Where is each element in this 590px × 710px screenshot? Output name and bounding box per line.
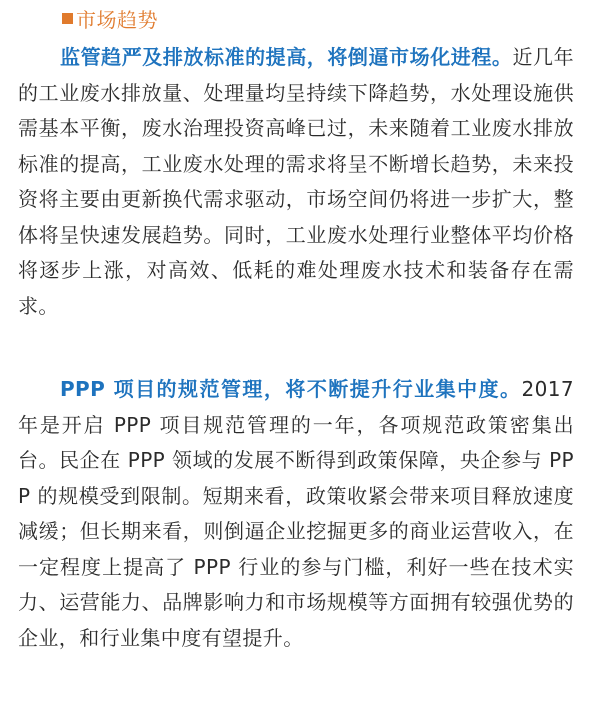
square-bullet-icon [62, 13, 73, 24]
paragraph-ppp [18, 372, 574, 656]
paragraph-regulation [18, 40, 574, 324]
paragraph-lead: 监管趋严及排放标准的提高，将倒逼市场化进程。 [60, 45, 513, 69]
paragraph-lead: PPP 项目的规范管理，将不断提升行业集中度。 [60, 377, 522, 401]
paragraph-body: 近几年的工业废水排放量、处理量均呈持续下降趋势，水处理设施供需基本平衡，废水治理投资高峰已过，未来随着工业废水排放标准的提高，工业废水处理的需求将呈不断增长趋势，未来投资将主要由更新换代需求驱动，市场空间仍将进一步扩大，整体将呈快速发展趋势。同时，工业废水处理行业整体平均价格将逐步上涨，对高效、低耗的难处理废水技术和装备存在需求。 [18, 45, 574, 318]
section-title: 市场趋势 [76, 7, 158, 32]
paragraph-body: 2017 年是开启 PPP 项目规范管理的一年，各项规范政策密集出台。民企在 PPP 领域的发展不断得到政策保障，央企参与 PPP 的规模受到限制。短期来看，政策收紧会带来项目释放速度减缓；但长期来看，则倒逼企业挖掘更多的商业运营收入，在一定程度上提高了 PPP 行业的参与门槛，利好一些在技术实力、运营能力、品牌影响力和市场规模等方面拥有较强优势的企业，和行业集中度有望提升。 [18, 377, 574, 650]
section-header [62, 4, 158, 32]
